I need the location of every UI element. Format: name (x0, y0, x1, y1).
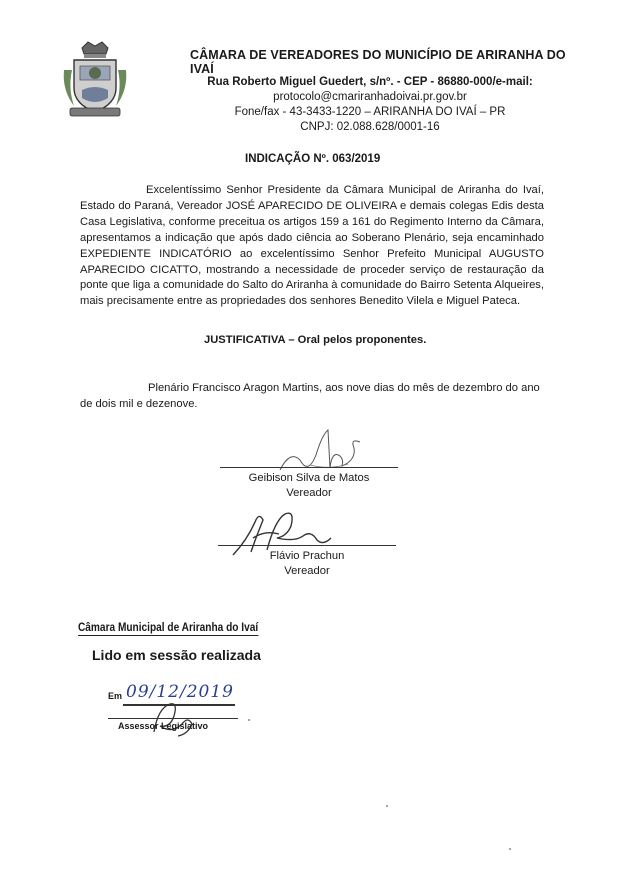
stamp-date-prefix: Em (108, 691, 123, 701)
signatory-name-2: Flávio Prachun (269, 550, 345, 562)
stamp-signature (148, 694, 198, 739)
closing-paragraph: Plenário Francisco Aragon Martins, aos nove dias do mês de dezembro do ano de dois mil e dezenove. (80, 382, 540, 410)
document-title: INDICAÇÃO Nº. 063/2019 (245, 153, 381, 165)
signatory-role-2: Vereador (284, 565, 330, 577)
header-address: Rua Roberto Miguel Guedert, s/nº. - CEP - 86880-000/e-mail: (207, 76, 533, 88)
speck-mark (509, 848, 511, 850)
header-email: protocolo@cmariranhadoivai.pr.gov.br (273, 91, 467, 103)
header-title: CÂMARA DE VEREADORES DO MUNICÍPIO DE ARIRANHA DO IVAÍ (190, 48, 566, 76)
speck-mark (386, 805, 388, 807)
reading-stamp (78, 622, 278, 747)
header-cnpj: CNPJ: 02.088.628/0001-16 (300, 121, 440, 133)
speck-mark (248, 719, 250, 721)
stamp-role-line (108, 718, 238, 719)
justification: JUSTIFICATIVA – Oral pelos proponentes. (204, 334, 427, 346)
header-phone: Fone/fax - 43-3433-1220 – ARIRANHA DO IVAÍ – PR (234, 106, 506, 118)
stamp-role: Assessor Legislativo (118, 721, 209, 731)
signature-line-2 (218, 545, 396, 546)
stamp-status: Lido em sessão realizada (92, 647, 261, 663)
signature-line-1 (220, 467, 398, 468)
signatory-name-1: Geibison Silva de Matos (248, 472, 370, 484)
signatory-role-1: Vereador (286, 487, 332, 499)
stamp-date: 09/12/2019 (126, 682, 234, 702)
stamp-organization: Câmara Municipal de Ariranha do Ivaí (78, 622, 259, 634)
document-body: Excelentíssimo Senhor Presidente da Câmara Municipal de Ariranha do Ivaí, Estado do Paraná, Vereador JOSÉ APARECIDO DE OLIVEIRA e demais colegas Edis desta Casa Legislativa, conforme preceitua os artigos 159 a 161 do Regimento Interno da Câmara, apresentamos a indicação que após dado ciência ao Soberano Plenário, seja encaminhado EXPEDIENTE INDICATÓRIO ao excelentíssimo Senhor Prefeito Municipal AUGUSTO APARECIDO CICATTO, mostrando a necessidade de proceder serviço de restauração da ponte que liga a comunidade do Salto do Ariranha à comunidade do Bairro Setenta Alqueires, mais precisamente entre as propriedades dos senhores Benedito Vilela e Miguel Pateca. (80, 184, 544, 308)
municipal-coat-of-arms-icon (60, 40, 130, 120)
handwritten-signature-1 (270, 420, 380, 480)
